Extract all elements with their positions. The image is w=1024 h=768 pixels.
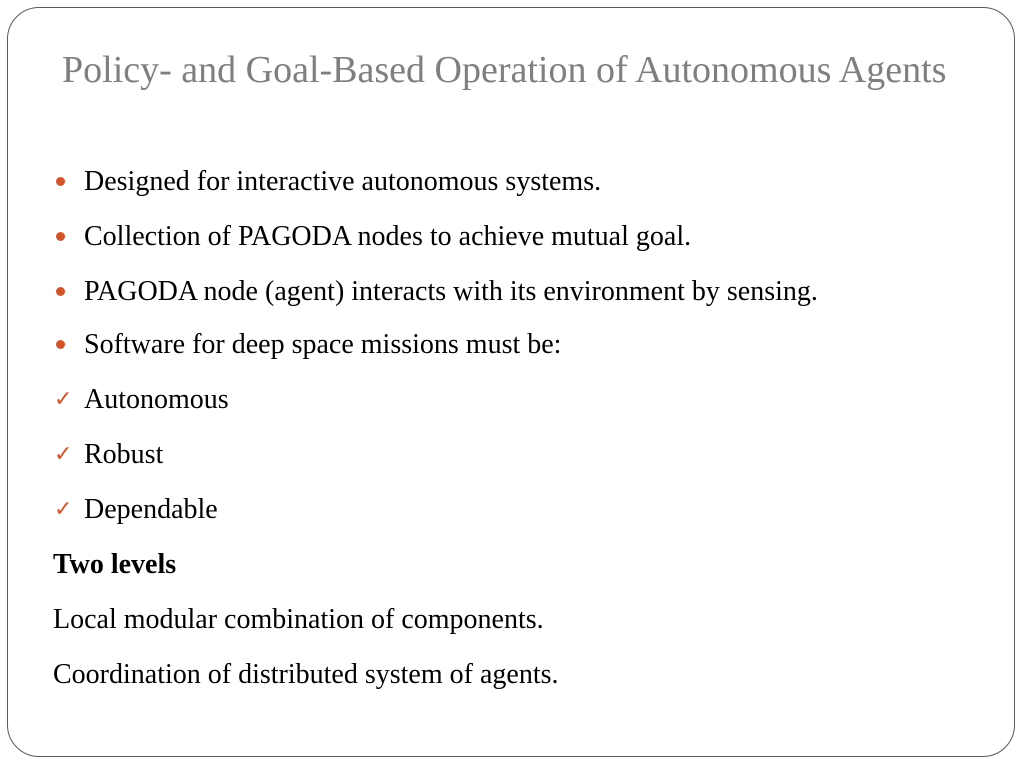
- checkmark-icon: ✓: [54, 497, 73, 522]
- bullet-dot-icon: [56, 340, 65, 349]
- plain-text-line: Local modular combination of components.: [53, 604, 544, 635]
- bullet-text: Designed for interactive autonomous systems.: [84, 166, 602, 197]
- bullet-text: Software for deep space missions must be:: [84, 329, 562, 360]
- bullet-dot-icon: [56, 287, 65, 296]
- check-item: [53, 379, 953, 421]
- checkmark-icon: ✓: [54, 442, 73, 467]
- slide-body: [53, 161, 953, 709]
- check-text: Autonomous: [84, 384, 229, 415]
- check-text: Robust: [84, 439, 164, 470]
- bullet-text: Collection of PAGODA nodes to achieve mutual goal.: [84, 221, 692, 252]
- plain-text-line: Coordination of distributed system of agents.: [53, 659, 559, 690]
- bullet-item: [53, 216, 953, 258]
- checkmark-icon: ✓: [54, 387, 73, 412]
- bullet-dot-icon: [56, 232, 65, 241]
- section-heading: Two levels: [53, 549, 177, 580]
- check-item: [53, 489, 953, 531]
- bullet-item: [53, 161, 953, 203]
- bullet-item: [53, 324, 953, 366]
- slide-title: Policy- and Goal-Based Operation of Autonomous Agents: [62, 49, 947, 91]
- bullet-text: PAGODA node (agent) interacts with its environment by sensing.: [84, 276, 818, 307]
- check-item: [53, 434, 953, 476]
- check-text: Dependable: [84, 494, 218, 525]
- bullet-dot-icon: [56, 177, 65, 186]
- bullet-item: [53, 271, 953, 311]
